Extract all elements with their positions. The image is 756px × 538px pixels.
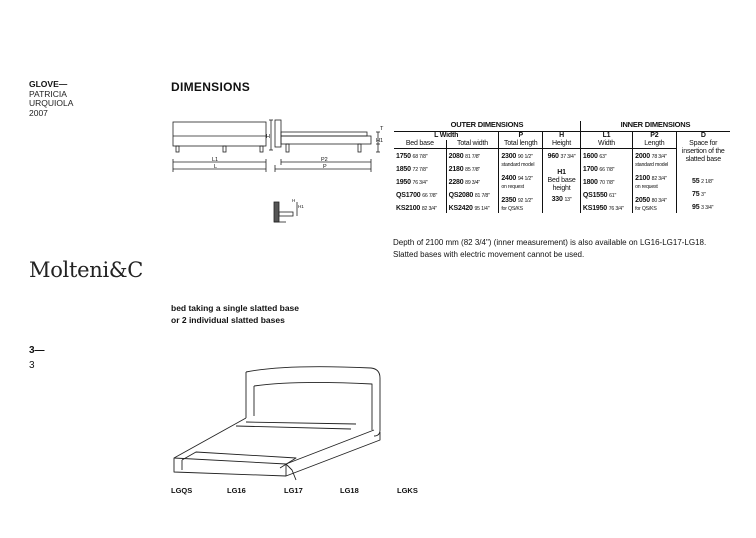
- model-label: LGKS: [397, 486, 418, 495]
- total-width-value: KS2420 95 1/4": [448, 205, 490, 212]
- designer-last-name: URQUIOLA: [29, 98, 74, 108]
- inner-length-value: 2000 78 3/4": [635, 153, 667, 160]
- space-header: Space for insertion of the slatted base: [676, 140, 730, 213]
- bed-base-value: QS1700 66 7/8": [396, 192, 438, 199]
- designer-first-name: PATRICIA: [29, 88, 67, 99]
- space-value: 95 3 3/4": [692, 204, 714, 211]
- bed-base-value: 1950 76 3/4": [396, 179, 428, 186]
- total-length-value: 2350 92 1/2": [501, 197, 533, 204]
- inner-width-value: 1600 63": [582, 153, 607, 160]
- caption-line: or 2 individual slatted bases: [171, 315, 285, 325]
- bed-section-detail-drawing: [270, 196, 302, 230]
- section-number-title: 3—: [29, 345, 45, 356]
- page-title: DIMENSIONS: [171, 80, 251, 94]
- total-width-value: 2280 89 3/4": [448, 179, 481, 186]
- bed-base-header: Bed base: [405, 140, 434, 147]
- detail-h1-label: H1: [298, 204, 304, 209]
- brand-logo: Molteni&C: [29, 258, 144, 282]
- dimensions-note: [393, 237, 706, 261]
- total-width-header: Total width: [446, 140, 499, 149]
- bed-base-value: 1750 68 7/8": [396, 153, 428, 160]
- space-values: [692, 178, 713, 212]
- p2-label: P2: [321, 157, 328, 163]
- h1-header: H1: [557, 169, 566, 176]
- width-header: Width: [580, 140, 632, 149]
- height-values: 960 37 3/4" H1 Bed base height 330 13": [543, 149, 581, 214]
- inner-length-value: 2050 80 3/4": [635, 197, 667, 204]
- p2-header: P2: [633, 132, 676, 141]
- h-header: H: [543, 132, 581, 141]
- length-header: Length: [633, 140, 676, 149]
- p-label: P: [323, 164, 327, 170]
- model-label: LG16: [227, 486, 246, 495]
- note-line: Depth of 2100 mm (82 3/4") (inner measurement) is also available on LG16-LG17-LG18.: [393, 238, 707, 247]
- inner-width-value: 1700 66 7/8": [582, 166, 615, 173]
- height-header: Height: [543, 140, 581, 149]
- inner-width-value: 1800 70 7/8": [582, 179, 615, 186]
- total-width-values: [446, 149, 499, 214]
- inner-width-values: [580, 149, 632, 214]
- model-label: LG18: [340, 486, 359, 495]
- l1-label: L1: [212, 157, 219, 163]
- section-number-value: 3: [29, 360, 35, 371]
- model-label: LGQS: [171, 486, 193, 495]
- bed-base-values: [394, 149, 446, 214]
- bed-base-value: 1850 72 7/8": [396, 166, 428, 173]
- space-value: 55 2 1/8": [692, 178, 714, 185]
- p-header: P: [499, 132, 543, 141]
- detail-h-label: H: [292, 198, 296, 203]
- h1-value: 330 13": [551, 196, 572, 203]
- dimensions-table: [394, 121, 730, 213]
- total-length-value: 2400 94 1/2": [501, 175, 533, 182]
- inner-width-value: KS1950 76 3/4": [582, 205, 624, 212]
- bed-base-value: KS2100 82 3/4": [396, 205, 437, 212]
- bed-side-elevation-drawing: [168, 118, 390, 180]
- h-label: H: [266, 134, 270, 140]
- bed-perspective-drawing: [166, 360, 388, 482]
- total-width-value: 2080 81 7/8": [448, 153, 481, 160]
- product-name: GLOVE—: [29, 79, 68, 89]
- inner-dimensions-title: INNER DIMENSIONS: [580, 121, 730, 132]
- total-length-value: 2300 90 1/2": [501, 153, 533, 160]
- inner-width-value: QS1550 61": [582, 192, 617, 199]
- sidebar-credits: [29, 80, 73, 118]
- year: 2007: [29, 107, 48, 118]
- t-label: T: [380, 126, 384, 132]
- note-line: Slatted bases with electric movement cannot be used.: [393, 250, 585, 259]
- height-value: 960 37 3/4": [547, 153, 576, 160]
- l1-header: L1: [580, 132, 632, 141]
- caption-line: bed taking a single slatted base: [171, 303, 300, 313]
- d-header: D: [676, 132, 730, 141]
- total-width-value: QS2080 81 7/8": [448, 192, 490, 199]
- space-value: 75 3": [692, 191, 706, 198]
- h1-label: H1: [376, 138, 384, 144]
- variant-caption: [171, 302, 299, 326]
- total-length-header: Total length: [499, 140, 543, 149]
- total-width-value: 2180 85 7/8": [448, 166, 481, 173]
- l-width-header: L Width: [394, 132, 499, 141]
- inner-length-value: 2100 82 3/4": [635, 175, 667, 182]
- inner-length-values: 2000 78 3/4" standard model 2100 82 3/4" on request 2050 80 3/4" for QS/KS: [633, 149, 676, 214]
- l-label: L: [214, 164, 218, 170]
- section-number: [29, 345, 45, 371]
- outer-dimensions-title: OUTER DIMENSIONS: [450, 120, 524, 129]
- total-length-values: 2300 90 1/2" standard model 2400 94 1/2" on request 2350 92 1/2" for QS/KS: [499, 149, 543, 214]
- model-label: LG17: [284, 486, 303, 495]
